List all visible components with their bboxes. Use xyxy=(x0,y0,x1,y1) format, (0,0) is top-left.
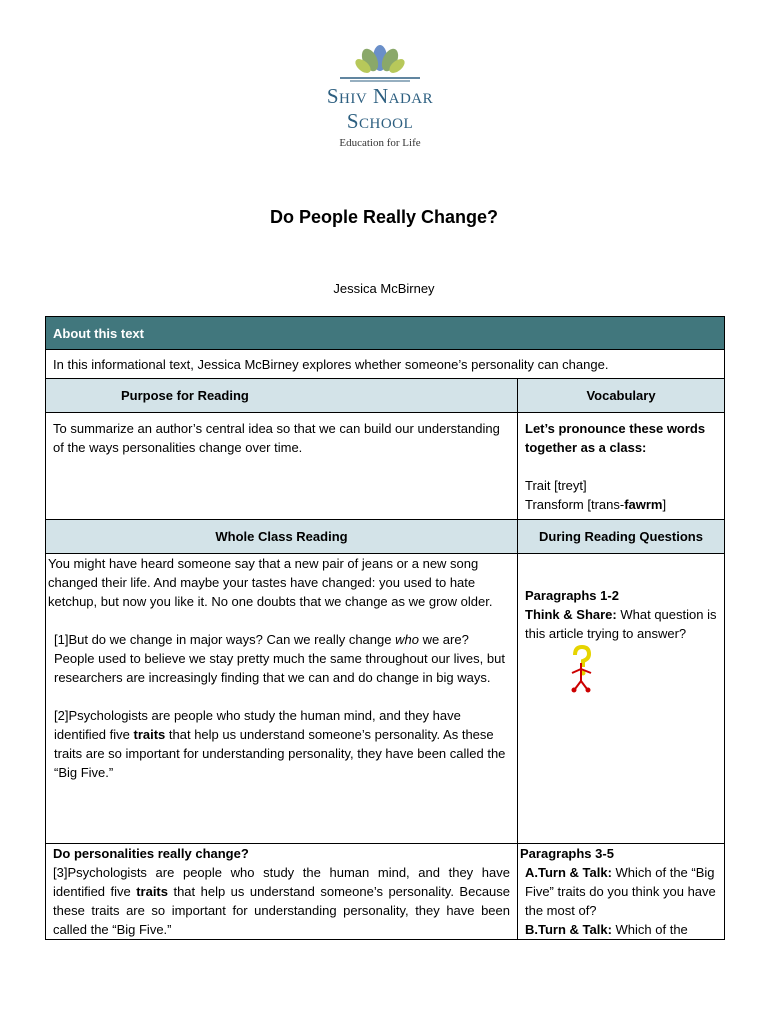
about-heading: About this text xyxy=(46,317,725,350)
reading-para-1: [1]But do we change in major ways? Can we really change who we are? People used to believe we stay pretty much the same throughout our lives, but researchers are increasingly finding that we can and do change in big ways. xyxy=(54,632,505,685)
lotus-icon xyxy=(335,42,425,82)
reading-header-row xyxy=(46,520,725,554)
vocabulary-cell xyxy=(518,413,725,520)
reading-cell xyxy=(46,554,518,844)
logo-name: Shiv Nadar School xyxy=(326,84,434,133)
questions-heading: During Reading Questions xyxy=(518,520,725,554)
reading-para-3: [3]Psychologists are people who study the human mind, and they have identified five traits that help us understand someone’s personality. Because these traits are so important for understanding personality, they have been called the “Big Five.” xyxy=(53,865,511,937)
logo-tagline: Education for Life xyxy=(339,137,421,149)
about-text: In this informational text, Jessica McBirney explores whether someone’s personality can change. xyxy=(46,350,725,379)
reading-para-2: [2]Psychologists are people who study the human mind, and they have identified five traits that help us understand someone’s personality. As these traits are so important for understanding personality, they have been called the “Big Five.” xyxy=(54,708,506,780)
intro-row xyxy=(46,350,725,379)
about-row xyxy=(46,317,725,350)
purpose-row xyxy=(46,413,725,520)
section2-row xyxy=(46,844,725,940)
author-name: Jessica McBirney xyxy=(333,281,435,296)
section2-questions-cell xyxy=(518,844,725,940)
lesson-table xyxy=(45,316,725,940)
section2-cell xyxy=(46,844,518,940)
purpose-header-row xyxy=(46,379,725,413)
vocabulary-intro: Let’s pronounce these words together as a class: xyxy=(525,421,706,455)
questions-section-1: Paragraphs 1-2 xyxy=(525,588,619,603)
section2-heading: Do personalities really change? xyxy=(53,846,249,861)
vocabulary-heading: Vocabulary xyxy=(518,379,725,413)
reading-para-intro: You might have heard someone say that a new pair of jeans or a new song changed their life. And maybe your tastes have changed: you used to hate ketchup, but now you like it. No one doubts that we change as we grow older. xyxy=(48,556,493,609)
questions-cell xyxy=(518,554,725,844)
reading-row xyxy=(46,554,725,844)
page-title: Do People Really Change? xyxy=(269,207,499,227)
question-think-share: Think & Share: What question is this article trying to answer? xyxy=(525,607,717,641)
purpose-heading: Purpose for Reading xyxy=(46,379,518,413)
question-figure-icon xyxy=(565,645,597,698)
school-logo xyxy=(300,42,460,149)
questions-section-2: Paragraphs 3-5 xyxy=(520,846,614,861)
question-turn-talk-a: A.Turn & Talk: Which of the “Big Five” traits do you think you have the most of? xyxy=(525,865,716,918)
question-turn-talk-b: B.Turn & Talk: Which of the xyxy=(525,922,688,937)
reading-heading: Whole Class Reading xyxy=(46,520,518,554)
vocab-word-transform: Transform [trans-fawrm] xyxy=(525,497,667,512)
purpose-text: To summarize an author’s central idea so that we can build our understanding of the ways personalities change over time. xyxy=(46,413,518,520)
vocab-word-trait: Trait [treyt] xyxy=(525,478,587,493)
